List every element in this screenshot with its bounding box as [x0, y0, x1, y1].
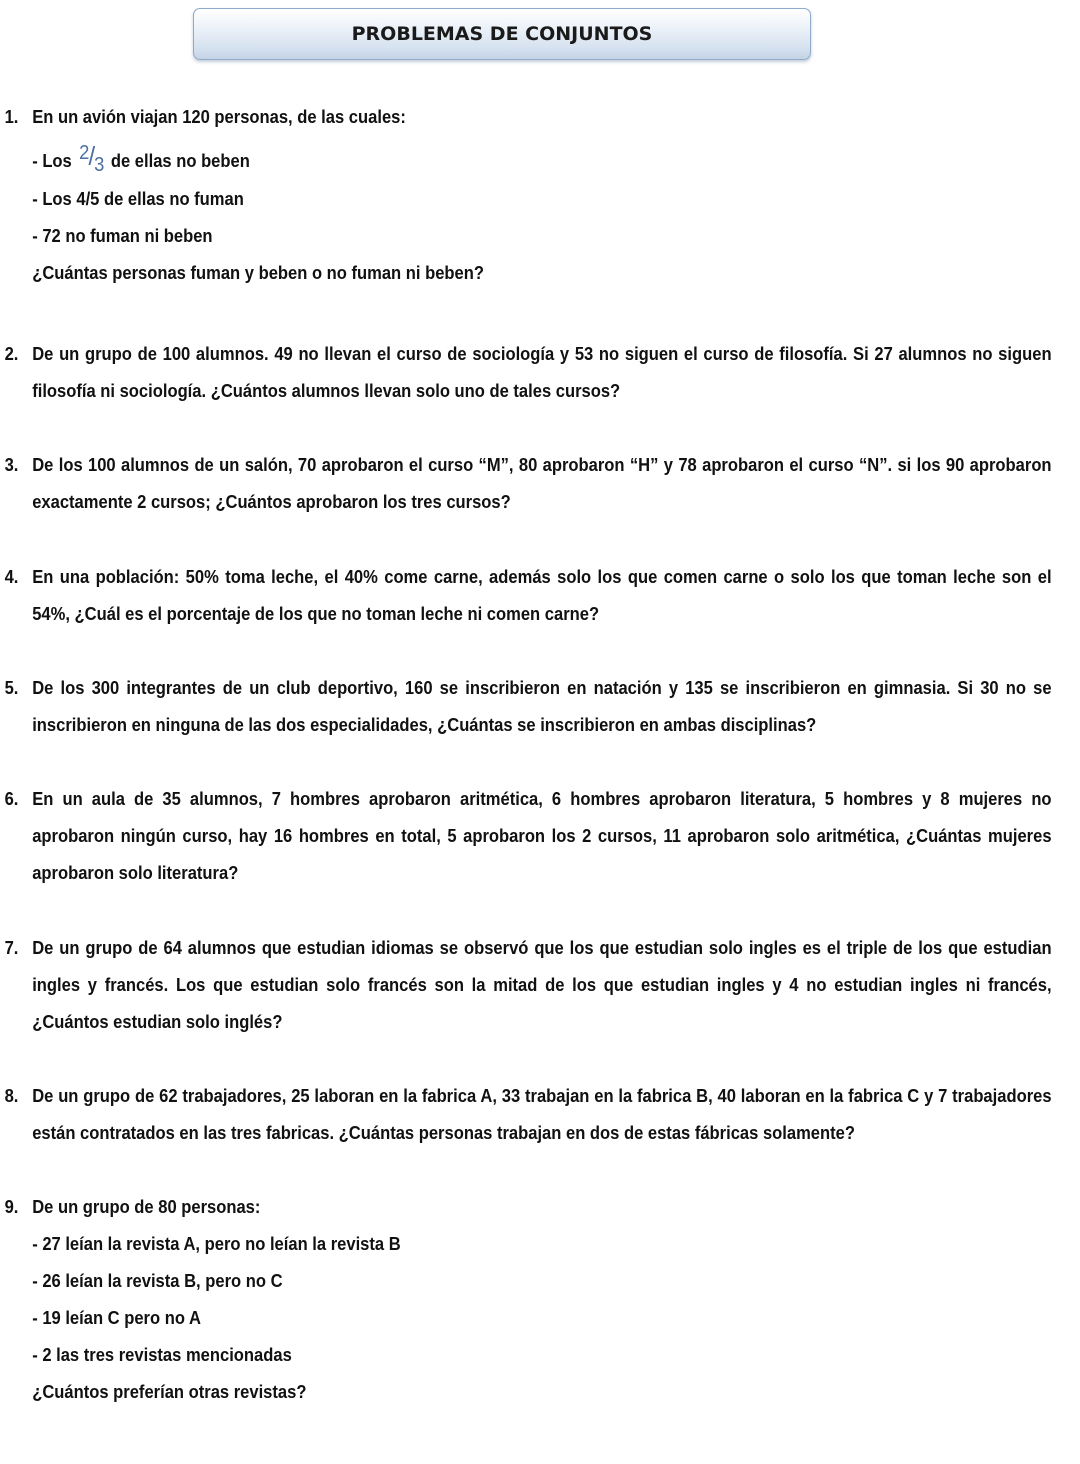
problem-body — [32, 1189, 1051, 1411]
fraction-slash: / — [88, 141, 95, 171]
problem-number: 3. — [4, 455, 19, 475]
problem-number: 9. — [4, 1197, 19, 1217]
fraction-numerator: 2 — [79, 142, 89, 164]
problem-3 — [0, 447, 1052, 521]
page-title: PROBLEMAS DE CONJUNTOS — [351, 23, 653, 45]
problem-6 — [0, 781, 1052, 892]
problem-number: 1. — [4, 107, 19, 127]
list-item: - 2 las tres revistas mencionadas — [32, 1345, 292, 1365]
title-banner — [193, 8, 811, 60]
problem-text: En una población: 50% toma leche, el 40% come carne, además solo los que comen carne o solo los que toman leche son el 54%, ¿Cuál es el porcentaje de los que no toman leche ni comen carne? — [32, 567, 1052, 624]
problem-question: ¿Cuántos preferían otras revistas? — [32, 1382, 307, 1402]
problem-5 — [0, 670, 1052, 744]
problem-text: De un grupo de 64 alumnos que estudian idiomas se observó que los que estudian solo ingles es el triple de los que estudian ingles y francés. Los que estudian solo francés son la mitad de los que estudian ingles y 4 no estudian ingles ni francés, ¿Cuántos estudian solo inglés? — [32, 938, 1052, 1032]
problem-7 — [0, 930, 1052, 1041]
problem-text: De los 100 alumnos de un salón, 70 aprobaron el curso “M”, 80 aprobaron “H” y 78 aprobaron el curso “N”. si los 90 aprobaron exactamente 2 cursos; ¿Cuántos aprobaron los tres cursos? — [32, 455, 1052, 512]
problem-number: 7. — [4, 938, 19, 958]
list-item: - 19 leían C pero no A — [32, 1308, 201, 1328]
list-item-suffix: de ellas no beben — [110, 151, 250, 171]
problem-number: 4. — [4, 567, 19, 587]
problem-9 — [0, 1189, 994, 1411]
problem-text: De un grupo de 62 trabajadores, 25 laboran en la fabrica A, 33 trabajan en la fabrica B, 40 laboran en la fabrica C y 7 trabajadores están contratados en las tres fabricas. ¿Cuántas personas trabajan en dos de estas fábricas solamente? — [32, 1086, 1052, 1143]
problem-4 — [0, 559, 1052, 633]
problem-question: ¿Cuántas personas fuman y beben o no fuman ni beben? — [32, 263, 484, 283]
problem-2 — [0, 336, 1052, 410]
problem-number: 8. — [4, 1086, 19, 1106]
list-item: - 72 no fuman ni beben — [32, 226, 213, 246]
problem-intro: De un grupo de 80 personas: — [32, 1197, 261, 1217]
problem-number: 6. — [4, 789, 19, 809]
problem-text: De los 300 integrantes de un club deportivo, 160 se inscribieron en natación y 135 se inscribieron en gimnasia. Si 30 no se inscribieron en ninguna de las dos especialidades, ¿Cuántas se inscribieron en ambas disciplinas? — [32, 678, 1052, 735]
problem-text: En un aula de 35 alumnos, 7 hombres aprobaron aritmética, 6 hombres aprobaron literatura, 5 hombres y 8 mujeres no aprobaron ningún curso, hay 16 hombres en total, 5 aprobaron los 2 cursos, 11 aprobaron solo aritmética, ¿Cuántas mujeres aprobaron solo literatura? — [32, 789, 1052, 883]
list-item: - Los 4/5 de ellas no fuman — [32, 189, 244, 209]
list-item: - 27 leían la revista A, pero no leían la revista B — [32, 1234, 401, 1254]
problem-body — [32, 99, 1051, 292]
problem-number: 2. — [4, 344, 19, 364]
fraction-denominator: 3 — [94, 154, 104, 176]
list-item: - 26 leían la revista B, pero no C — [32, 1271, 283, 1291]
problem-number: 5. — [4, 678, 19, 698]
problem-1 — [0, 99, 994, 292]
fraction-two-thirds — [79, 138, 103, 178]
problem-text: De un grupo de 100 alumnos. 49 no llevan el curso de sociología y 53 no siguen el curso de filosofía. Si 27 alumnos no siguen filosofía ni sociología. ¿Cuántos alumnos llevan solo uno de tales cursos? — [32, 344, 1052, 401]
problem-intro: En un avión viajan 120 personas, de las cuales: — [32, 107, 406, 127]
problem-8 — [0, 1078, 1052, 1152]
list-item — [32, 140, 1051, 180]
list-item-prefix: - Los — [32, 151, 72, 171]
